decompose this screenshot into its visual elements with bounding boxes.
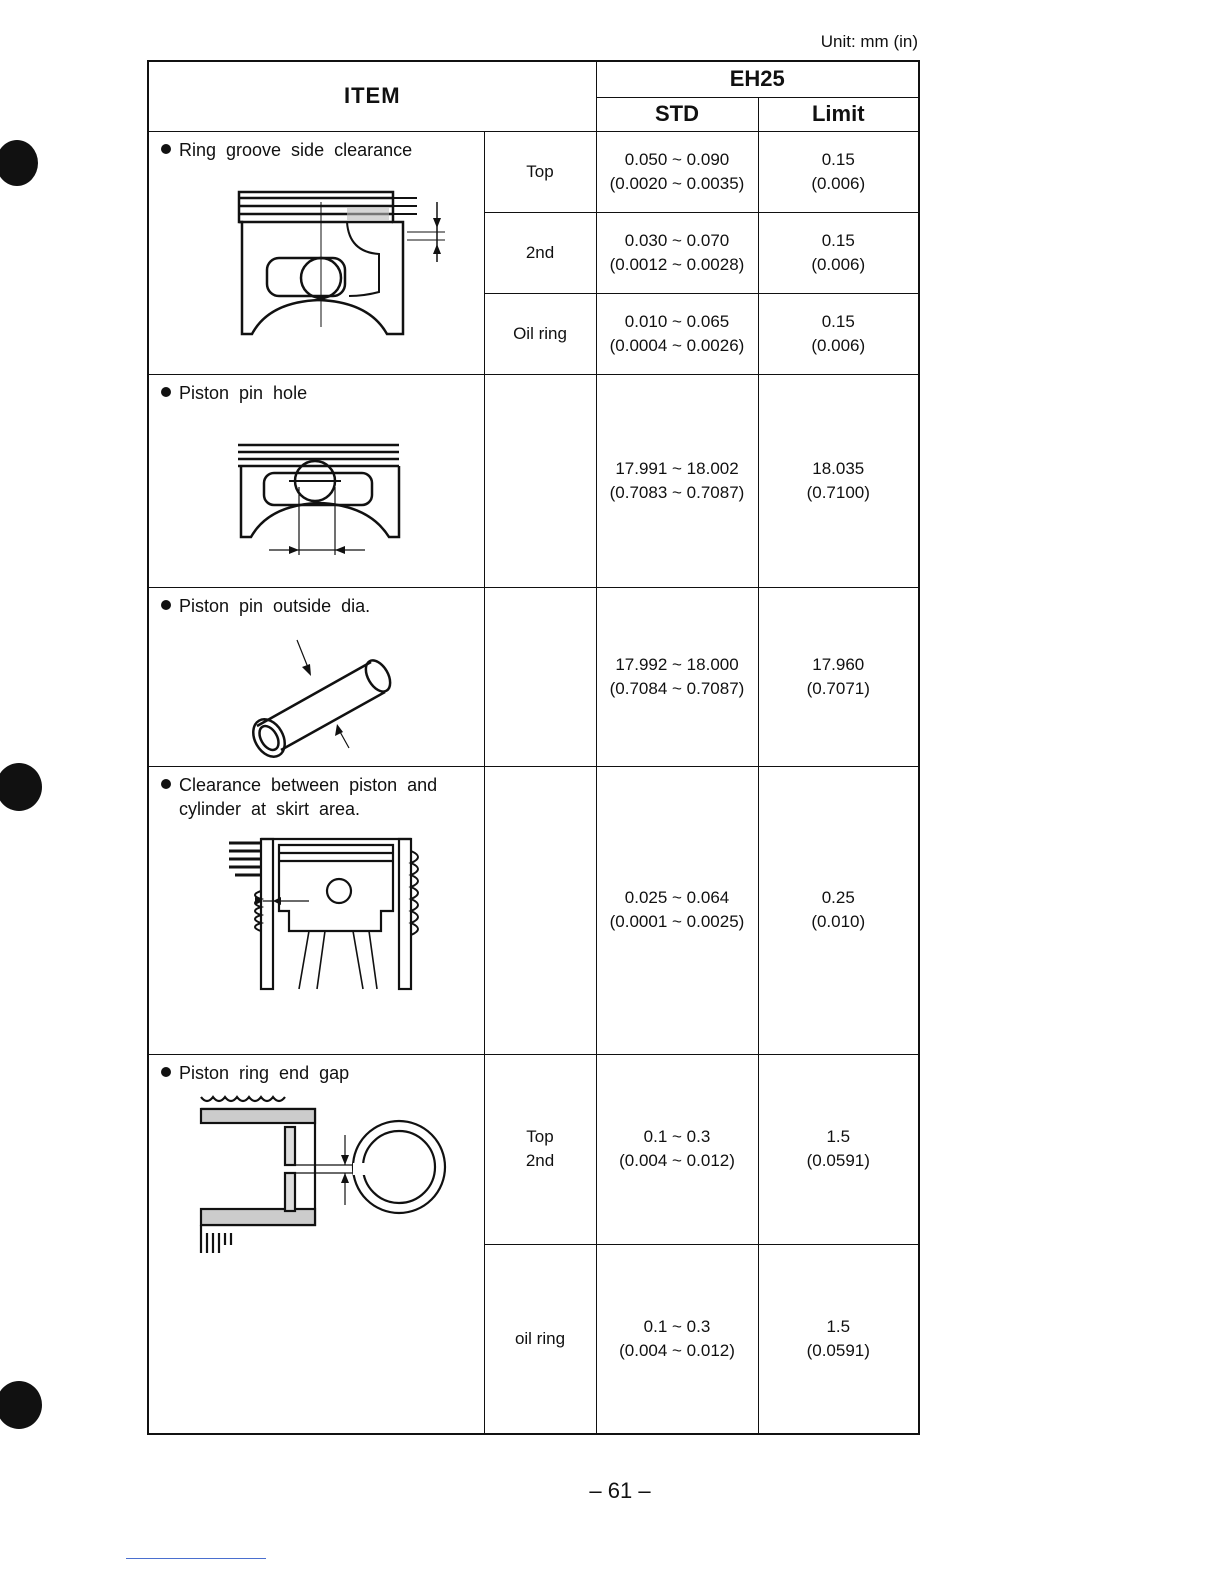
pin-dia-std: 17.992 ~ 18.000 (0.7084 ~ 0.7087) <box>596 587 758 766</box>
ring-end-gap-figure <box>149 1085 485 1265</box>
ring-gap-top-2nd-std: 0.1 ~ 0.3 (0.004 ~ 0.012) <box>596 1054 758 1244</box>
item-title: Piston ring end gap <box>149 1055 484 1085</box>
item-title: Piston pin outside dia. <box>149 588 484 618</box>
ring-gap-oil-ring-sub: oil ring <box>484 1244 596 1434</box>
item-piston-cylinder-clearance <box>148 766 484 1054</box>
item-piston-ring-end-gap <box>148 1054 484 1434</box>
skirt-clearance-std: 0.025 ~ 0.064 (0.0001 ~ 0.0025) <box>596 766 758 1054</box>
header-item: ITEM <box>148 61 596 131</box>
ring-gap-top-2nd-sub: Top 2nd <box>484 1054 596 1244</box>
binder-hole-middle <box>0 763 42 811</box>
item-title: Ring groove side clearance <box>149 132 484 162</box>
row-oil-ring-limit: 0.15 (0.006) <box>758 293 919 374</box>
piston-ring-groove-figure <box>149 162 485 352</box>
ring-gap-top-2nd-limit: 1.5 (0.0591) <box>758 1054 919 1244</box>
row-top-sub: Top <box>484 131 596 212</box>
bullet-icon <box>161 144 171 154</box>
ring-gap-oil-ring-std: 0.1 ~ 0.3 (0.004 ~ 0.012) <box>596 1244 758 1434</box>
piston-pin-hole-figure <box>149 405 485 585</box>
item-piston-pin-hole <box>148 374 484 587</box>
pin-hole-sub <box>484 374 596 587</box>
item-title: Clearance between piston and cylinder at skirt area. <box>149 767 484 821</box>
spec-table <box>147 60 920 1435</box>
bullet-icon <box>161 1067 171 1077</box>
bullet-icon <box>161 779 171 789</box>
pin-hole-limit: 18.035 (0.7100) <box>758 374 919 587</box>
piston-pin-figure <box>149 618 485 758</box>
row-2nd-sub: 2nd <box>484 212 596 293</box>
binder-hole-bottom <box>0 1381 42 1429</box>
skirt-clearance-limit: 0.25 (0.010) <box>758 766 919 1054</box>
bullet-icon <box>161 387 171 397</box>
item-title: Piston pin hole <box>149 375 484 405</box>
header-model: EH25 <box>596 61 919 97</box>
page-number: – 61 – <box>589 1478 651 1503</box>
header-std: STD <box>596 97 758 131</box>
row-top-limit: 0.15 (0.006) <box>758 131 919 212</box>
row-2nd-std: 0.030 ~ 0.070 (0.0012 ~ 0.0028) <box>596 212 758 293</box>
binder-hole-top <box>0 140 38 186</box>
pin-dia-sub <box>484 587 596 766</box>
item-ring-groove-clearance <box>148 131 484 374</box>
skirt-clearance-sub <box>484 766 596 1054</box>
row-2nd-limit: 0.15 (0.006) <box>758 212 919 293</box>
item-piston-pin-outside-dia <box>148 587 484 766</box>
bullet-icon <box>161 600 171 610</box>
row-oil-ring-sub: Oil ring <box>484 293 596 374</box>
row-top-std: 0.050 ~ 0.090 (0.0020 ~ 0.0035) <box>596 131 758 212</box>
pin-hole-std: 17.991 ~ 18.002 (0.7083 ~ 0.7087) <box>596 374 758 587</box>
footer-rule <box>126 1558 266 1559</box>
piston-in-cylinder-figure <box>149 821 485 1021</box>
header-limit: Limit <box>758 97 919 131</box>
ring-gap-oil-ring-limit: 1.5 (0.0591) <box>758 1244 919 1434</box>
pin-dia-limit: 17.960 (0.7071) <box>758 587 919 766</box>
row-oil-ring-std: 0.010 ~ 0.065 (0.0004 ~ 0.0026) <box>596 293 758 374</box>
unit-note: Unit: mm (in) <box>820 32 918 51</box>
